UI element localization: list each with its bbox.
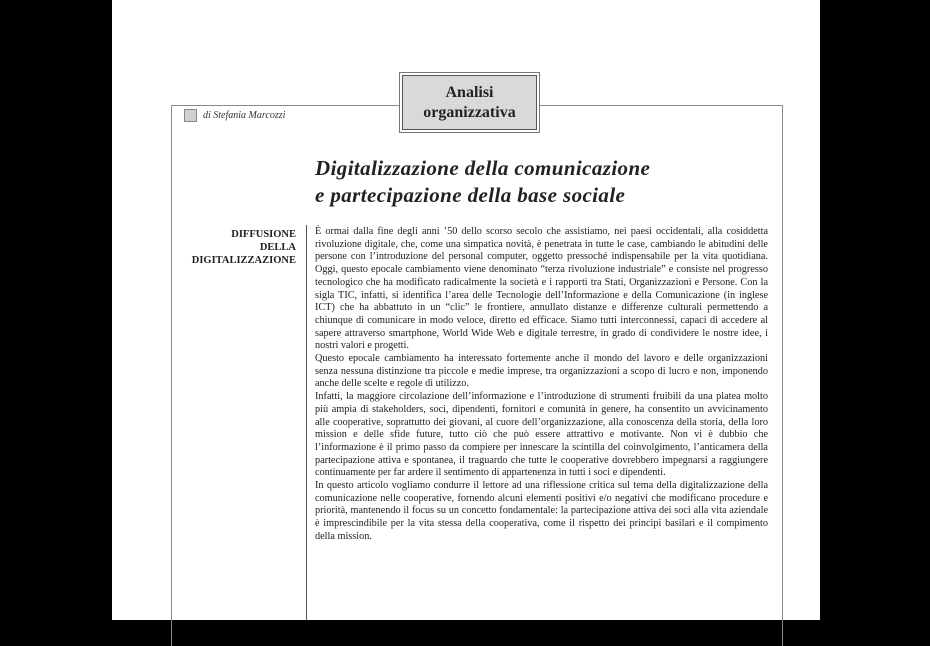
square-bullet-icon [184, 109, 197, 122]
side-heading-line-1: DIFFUSIONE [231, 229, 296, 240]
title-line-2: e partecipazione della base sociale [315, 183, 626, 207]
paragraph: Questo epocale cambiamento ha interessato fortemente anche il mondo del lavoro e delle organizzazioni senza nessuna distinzione tra piccole e medie imprese, tra organizzazioni a scopo di lucro e non, imponendo anche delle scelte e regole di utilizzo. [315, 353, 768, 390]
column-divider [306, 225, 307, 620]
author-name: di Stefania Marcozzi [203, 110, 286, 121]
section-label-line-2: organizzativa [423, 103, 516, 121]
paragraph: È ormai dalla fine degli anni ’50 dello scorso secolo che assistiamo, nei paesi occidentali, alla cosiddetta rivoluzione digitale, che, come una simpatica novità, è penetrata in tutte le case, cambiando le abitudini delle persone con l’introduzione del personal computer, oggetto pressoché indispensabile per la vita quotidiana. Oggi, questo epocale cambiamento viene denominato “terza rivoluzione industriale” e consiste nel progresso tecnologico che ha modificato radicalmente la società e i rapporti tra Stati, Organizzazioni e Persone. Con la sigla TIC, infatti, si identifica l’area delle Tecnologie dell’Informazione e della Comunicazione (in inglese ICT) che ha abbattuto in un “clic” le frontiere, annullato distanze e differenze culturali permettendo a chiunque di comunicare in modo veloce, diretto ed efficace. Siamo tutti interconnessi, capaci di accedere al sapere attraverso smartphone, World Wide Web e digitale terrestre, in grado di condividere le nostre idee, i nostri valori e progetti. [315, 226, 768, 352]
section-label-box [402, 75, 537, 130]
title-line-1: Digitalizzazione della comunicazione [315, 156, 651, 180]
paragraph: Infatti, la maggiore circolazione dell’informazione e l’introduzione di strumenti fruibili da una platea molto più ampia di stakeholders, soci, dipendenti, fornitori e comunità in genere, ha consentito un avvicinamento alle cooperative, soprattutto dei giovani, al cuore dell’organizzazione, alla conoscenza della storia, della loro mission e delle sfide future, tutto ciò che può essere attrattivo e motivante. Non vi è dubbio che l’informazione è il primo passo da compiere per innescare la scintilla del coinvolgimento, l’anticamera della partecipazione attiva e spontanea, il traguardo che tutte le cooperative dovrebbero impegnarsi a raggiungere continuamente per far ardere il sentimento di appartenenza in tutti i soci e dipendenti. [315, 391, 768, 479]
author-line [184, 109, 285, 122]
side-heading [178, 228, 296, 267]
side-heading-line-2: DELLA [259, 242, 296, 253]
paragraph: In questo articolo vogliamo condurre il lettore ad una riflessione critica sul tema della digitalizzazione della comunicazione nelle cooperative, fornendo alcuni elementi positivi e/o negativi che modificano procedure e priorità, mantenendo il focus su un concetto fondamentale: la partecipazione attiva dei soci alla vita aziendale è imprescindibile per la vita stessa della cooperativa, come il rispetto dei principi basilari e il compimento della mission. [315, 480, 768, 542]
section-label-line-1: Analisi [445, 83, 494, 101]
side-heading-line-3: DIGITALIZZAZIONE [191, 255, 296, 266]
article-body [315, 226, 768, 544]
document-page [112, 0, 820, 620]
article-title [315, 155, 650, 209]
